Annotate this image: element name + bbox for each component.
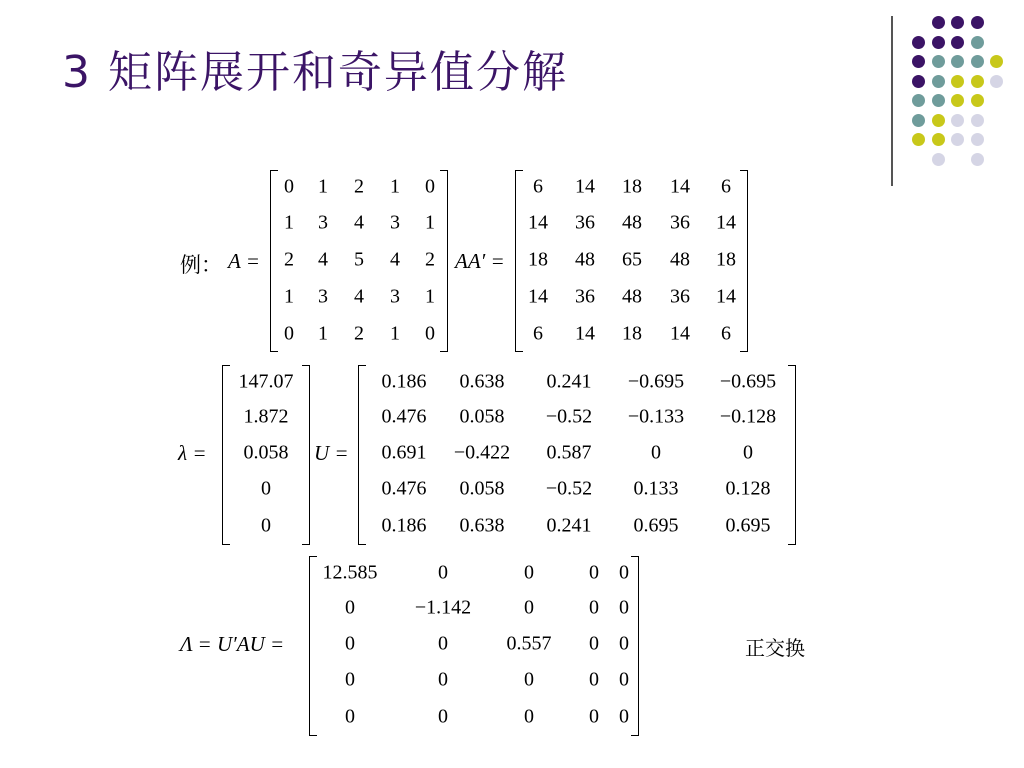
decorative-dot [932, 114, 945, 127]
decorative-dot [932, 153, 945, 166]
matrix-cell: 0.587 [546, 441, 592, 464]
matrix-cell: 14 [670, 175, 690, 198]
matrix-a-label: A = [228, 249, 260, 273]
matrix-cell: 1 [284, 211, 294, 234]
matrix-cell: 0 [438, 632, 448, 655]
matrix-cell: 0 [261, 514, 271, 537]
matrix-cell: 18 [528, 248, 548, 271]
matrix-cell: 3 [390, 285, 400, 308]
matrix-cell: 0 [425, 322, 435, 345]
matrix-a [270, 170, 448, 352]
decorative-dot [912, 55, 925, 68]
matrix-cell: 1 [425, 211, 435, 234]
matrix-cell: 0.058 [243, 441, 289, 464]
matrix-cell: 0 [651, 441, 661, 464]
matrix-cell: 14 [528, 285, 548, 308]
matrix-cell: 36 [575, 211, 595, 234]
matrix-cell: 0 [743, 441, 753, 464]
decorative-dot [932, 133, 945, 146]
matrix-cell: 5 [354, 248, 364, 271]
decorative-dot [971, 36, 984, 49]
matrix-cell: 0 [524, 561, 534, 584]
transform-label: Λ = U′AU = [180, 632, 285, 656]
decorative-dot [971, 94, 984, 107]
matrix-cell: 1 [318, 175, 328, 198]
matrix-cell: 0.058 [459, 477, 505, 500]
matrix-cell: −0.695 [627, 370, 685, 393]
example-prefix: 例： [180, 253, 222, 277]
matrix-cell: 1 [390, 175, 400, 198]
matrix-cell: 0 [524, 596, 534, 619]
decorative-dot [990, 55, 1003, 68]
transform-note: 正交换 [745, 636, 805, 660]
matrix-cell: −0.128 [719, 405, 777, 428]
matrix-cell: 14 [670, 322, 690, 345]
decorative-dot [990, 75, 1003, 88]
decorative-dot [912, 75, 925, 88]
decorative-dot [971, 16, 984, 29]
matrix-cell: 0 [524, 668, 534, 691]
decorative-dot-grid [0, 0, 1024, 200]
matrix-cell: 0.058 [459, 405, 505, 428]
matrix-cell: 36 [670, 211, 690, 234]
matrix-cell: 4 [318, 248, 328, 271]
decorative-dot [932, 75, 945, 88]
decorative-dot [912, 36, 925, 49]
matrix-cell: 2 [425, 248, 435, 271]
matrix-cell: 48 [622, 285, 642, 308]
matrix-cell: 14 [575, 322, 595, 345]
matrix-cell: 0 [438, 668, 448, 691]
matrix-cell: 0 [261, 477, 271, 500]
matrix-cell: 0.186 [381, 514, 427, 537]
decorative-dot [912, 94, 925, 107]
matrix-cell: 36 [575, 285, 595, 308]
matrix-cell: 0.241 [546, 370, 592, 393]
matrix-cell: 14 [528, 211, 548, 234]
matrix-aat [515, 170, 748, 352]
decorative-dot [951, 114, 964, 127]
matrix-cell: 14 [575, 175, 595, 198]
matrix-lambda [309, 556, 639, 736]
matrix-cell: 36 [670, 285, 690, 308]
decorative-dot [951, 16, 964, 29]
matrix-cell: 2 [284, 248, 294, 271]
matrix-cell: 0 [619, 632, 629, 655]
matrix-cell: 18 [622, 322, 642, 345]
matrix-u-label: U = [314, 441, 349, 465]
decorative-dot [912, 114, 925, 127]
matrix-u [358, 365, 796, 545]
decorative-dot [971, 55, 984, 68]
matrix-cell: 65 [622, 248, 642, 271]
matrix-cell: 18 [622, 175, 642, 198]
matrix-cell: 6 [533, 322, 543, 345]
matrix-cell: 3 [318, 211, 328, 234]
decorative-dot [971, 153, 984, 166]
matrix-cell: 1 [390, 322, 400, 345]
matrix-cell: 0.476 [381, 405, 427, 428]
matrix-cell: 2 [354, 175, 364, 198]
matrix-cell: −0.52 [545, 405, 593, 428]
matrix-cell: 14 [716, 285, 736, 308]
matrix-cell: 0.133 [633, 477, 679, 500]
matrix-cell: 0 [589, 668, 599, 691]
matrix-cell: 0.186 [381, 370, 427, 393]
matrix-cell: 0 [524, 705, 534, 728]
matrix-cell: 0 [438, 705, 448, 728]
matrix-cell: 0 [619, 596, 629, 619]
matrix-cell: 0 [619, 561, 629, 584]
decorative-dot [932, 55, 945, 68]
decorative-dot [932, 94, 945, 107]
matrix-cell: 4 [354, 285, 364, 308]
matrix-cell: 0 [345, 632, 355, 655]
matrix-cell: 48 [622, 211, 642, 234]
decorative-dot [971, 114, 984, 127]
matrix-cell: 18 [716, 248, 736, 271]
matrix-cell: −0.52 [545, 477, 593, 500]
matrix-cell: 6 [533, 175, 543, 198]
matrix-cell: −0.422 [453, 441, 511, 464]
matrix-cell: 1.872 [243, 405, 289, 428]
matrix-cell: 0 [284, 322, 294, 345]
matrix-cell: 14 [716, 211, 736, 234]
matrix-cell: 4 [354, 211, 364, 234]
matrix-cell: 0 [589, 705, 599, 728]
matrix-cell: 0 [589, 561, 599, 584]
decorative-dot [951, 55, 964, 68]
matrix-aat-label: AA′ = [455, 249, 505, 273]
matrix-cell: 147.07 [238, 370, 294, 393]
decorative-dot [971, 75, 984, 88]
slide-title: 3 矩阵展开和奇异值分解 [62, 47, 568, 98]
matrix-cell: 48 [575, 248, 595, 271]
matrix-cell: 0 [345, 596, 355, 619]
matrix-cell: 6 [721, 175, 731, 198]
matrix-cell: 1 [284, 285, 294, 308]
matrix-cell: 0 [589, 596, 599, 619]
decorative-dot [932, 36, 945, 49]
lambda-vector [222, 365, 310, 545]
matrix-cell: 48 [670, 248, 690, 271]
matrix-cell: 0.638 [459, 370, 505, 393]
matrix-cell: 0.638 [459, 514, 505, 537]
lambda-label: λ = [178, 441, 207, 465]
matrix-cell: 0 [345, 705, 355, 728]
matrix-cell: 12.585 [322, 561, 378, 584]
matrix-cell: −0.695 [719, 370, 777, 393]
matrix-cell: 0 [438, 561, 448, 584]
matrix-cell: 6 [721, 322, 731, 345]
matrix-cell: 3 [318, 285, 328, 308]
matrix-cell: 0.695 [725, 514, 771, 537]
matrix-cell: 3 [390, 211, 400, 234]
decorative-dot [951, 75, 964, 88]
matrix-cell: 2 [354, 322, 364, 345]
decorative-dot [971, 133, 984, 146]
matrix-cell: 0.557 [506, 632, 552, 655]
matrix-cell: 4 [390, 248, 400, 271]
matrix-cell: 0 [284, 175, 294, 198]
matrix-cell: 0 [619, 705, 629, 728]
matrix-cell: −1.142 [414, 596, 472, 619]
matrix-cell: 0 [425, 175, 435, 198]
matrix-cell: 0 [619, 668, 629, 691]
decorative-dot [951, 133, 964, 146]
matrix-cell: −0.133 [627, 405, 685, 428]
matrix-cell: 1 [318, 322, 328, 345]
decorative-dot [932, 16, 945, 29]
decorative-dot [912, 133, 925, 146]
matrix-cell: 0.128 [725, 477, 771, 500]
matrix-cell: 0.241 [546, 514, 592, 537]
matrix-cell: 0.695 [633, 514, 679, 537]
decorative-dot [951, 94, 964, 107]
matrix-cell: 0.691 [381, 441, 427, 464]
matrix-cell: 0 [345, 668, 355, 691]
matrix-cell: 0.476 [381, 477, 427, 500]
matrix-cell: 1 [425, 285, 435, 308]
matrix-cell: 0 [589, 632, 599, 655]
decorative-dot [951, 36, 964, 49]
